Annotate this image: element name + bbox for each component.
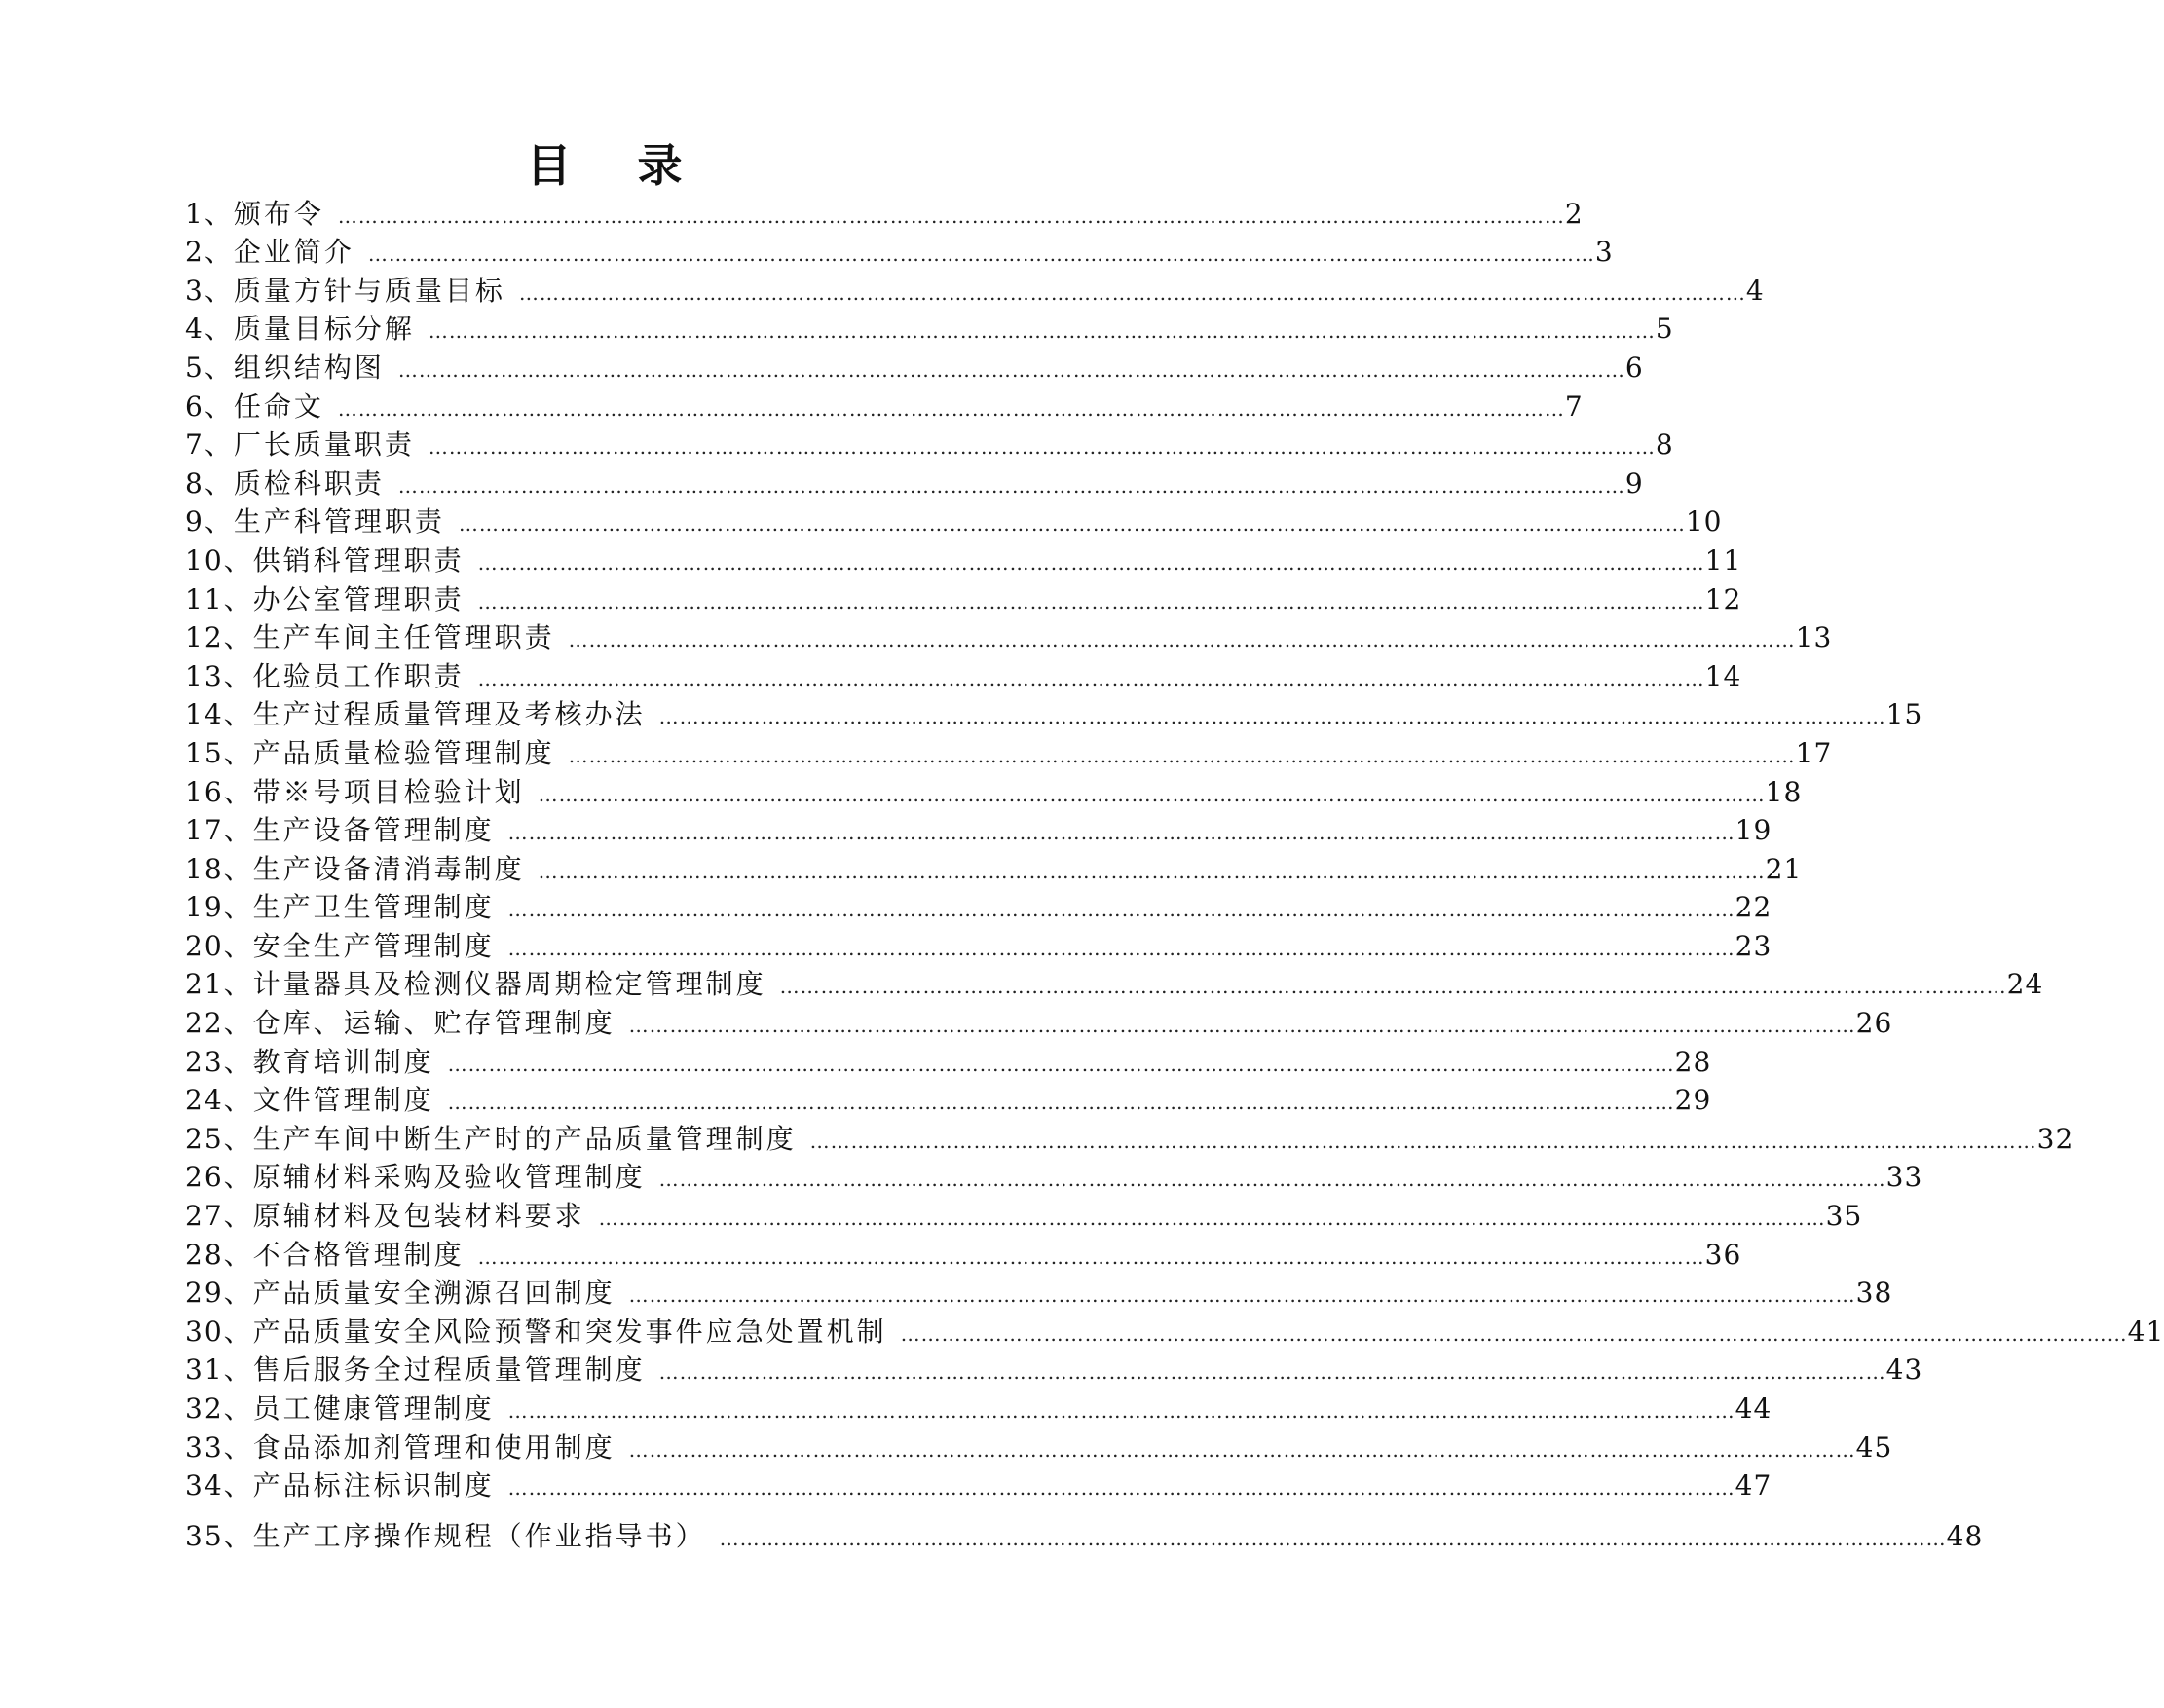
page-title: 目 录: [526, 139, 708, 192]
toc-entry-label: 质检科职责: [233, 466, 385, 500]
toc-entry-number: 4、: [185, 313, 234, 346]
toc-entry-label: 生产车间主任管理职责: [252, 621, 555, 654]
toc-entry-page-number: 5: [1655, 313, 1674, 346]
toc-entry-number: 13、: [185, 659, 253, 692]
toc-entry-number: 20、: [185, 929, 253, 962]
toc-entry-label: 生产过程质量管理及考核办法: [252, 698, 646, 731]
toc-entry[interactable]: [185, 501, 1723, 540]
toc-entry[interactable]: [185, 925, 1772, 964]
toc-entry-page-number: 45: [1855, 1430, 1893, 1464]
toc-dot-leader: ………………………………………………………………………………………………………………………………………………………………: [397, 473, 1625, 498]
toc-dot-leader: ………………………………………………………………………………………………………………………………………………………………: [447, 1091, 1675, 1115]
toc-entry-label: 产品标注标识制度: [252, 1469, 495, 1503]
toc-entry-number: 34、: [185, 1469, 253, 1503]
toc-entry-page-number: 19: [1735, 814, 1772, 847]
toc-entry-number: 5、: [185, 351, 234, 384]
toc-dot-leader: ………………………………………………………………………………………………………………………………………………………………: [719, 1526, 1947, 1550]
toc-entry-label: 原辅材料采购及验收管理制度: [252, 1161, 646, 1194]
toc-list: [185, 193, 2164, 1554]
toc-entry-page-number: 18: [1765, 775, 1803, 808]
toc-entry-number: 3、: [185, 274, 234, 307]
toc-entry-page-number: 22: [1735, 891, 1772, 924]
toc-entry-page-number: 2: [1564, 197, 1584, 230]
toc-entry-page-number: 44: [1735, 1392, 1772, 1425]
toc-entry-number: 14、: [185, 698, 253, 731]
toc-entry-label: 生产科管理职责: [233, 505, 445, 538]
toc-entry-number: 21、: [185, 968, 253, 1001]
toc-entry-label: 仓库、运输、贮存管理制度: [252, 1007, 616, 1040]
toc-entry-number: 22、: [185, 1007, 253, 1040]
toc-entry[interactable]: [185, 309, 1674, 348]
toc-entry-label: 办公室管理职责: [252, 582, 465, 615]
toc-entry-label: 带※号项目检验计划: [252, 775, 525, 808]
toc-entry[interactable]: [185, 771, 1803, 810]
toc-entry-label: 厂长质量职责: [233, 428, 415, 462]
toc-dot-leader: ………………………………………………………………………………………………………………………………………………………………: [367, 242, 1595, 267]
toc-entry[interactable]: [185, 617, 1833, 656]
toc-entry-page-number: 10: [1685, 505, 1723, 538]
toc-entry-page-number: 4: [1745, 274, 1765, 307]
toc-entry[interactable]: [185, 964, 2044, 1003]
toc-entry-page-number: 38: [1855, 1277, 1893, 1310]
toc-entry-page-number: 14: [1704, 659, 1742, 692]
toc-entry-label: 生产设备清消毒制度: [252, 852, 525, 885]
toc-entry[interactable]: [185, 1041, 1712, 1080]
toc-entry-number: 8、: [185, 466, 234, 500]
toc-entry[interactable]: [185, 1515, 1984, 1554]
toc-dot-leader: ………………………………………………………………………………………………………………………………………………………………: [507, 821, 1735, 845]
toc-entry[interactable]: [185, 1080, 1712, 1119]
toc-entry-label: 食品添加剂管理和使用制度: [252, 1430, 616, 1464]
toc-entry[interactable]: [185, 1466, 1772, 1504]
toc-entry-label: 生产设备管理制度: [252, 814, 495, 847]
toc-dot-leader: ………………………………………………………………………………………………………………………………………………………………: [658, 1360, 1886, 1385]
toc-entry-label: 产品质量安全风险预警和突发事件应急处置机制: [252, 1315, 887, 1348]
toc-entry[interactable]: [185, 232, 1614, 271]
toc-entry[interactable]: [185, 810, 1772, 849]
toc-entry[interactable]: [185, 1118, 2074, 1157]
toc-entry[interactable]: [185, 539, 1742, 578]
toc-entry[interactable]: [185, 887, 1772, 926]
toc-dot-leader: ………………………………………………………………………………………………………………………………………………………………: [428, 435, 1656, 460]
toc-dot-leader: ………………………………………………………………………………………………………………………………………………………………: [779, 975, 2007, 999]
toc-entry[interactable]: [185, 1427, 1893, 1466]
toc-entry[interactable]: [185, 655, 1742, 694]
toc-entry-number: 10、: [185, 543, 253, 576]
toc-dot-leader: ………………………………………………………………………………………………………………………………………………………………: [337, 396, 1565, 421]
toc-dot-leader: ………………………………………………………………………………………………………………………………………………………………: [507, 936, 1735, 960]
toc-dot-leader: ………………………………………………………………………………………………………………………………………………………………: [568, 743, 1796, 767]
toc-entry-label: 组织结构图: [233, 351, 385, 384]
toc-entry[interactable]: [185, 347, 1644, 386]
toc-entry[interactable]: [185, 1273, 1893, 1312]
toc-entry-label: 文件管理制度: [252, 1084, 434, 1117]
toc-entry-number: 18、: [185, 852, 253, 885]
toc-entry-number: 19、: [185, 891, 253, 924]
toc-entry[interactable]: [185, 1195, 1863, 1234]
toc-entry-page-number: 12: [1704, 582, 1742, 615]
toc-entry-label: 教育培训制度: [252, 1045, 434, 1078]
toc-dot-leader: ………………………………………………………………………………………………………………………………………………………………: [458, 512, 1686, 537]
toc-entry-number: 26、: [185, 1161, 253, 1194]
toc-entry-page-number: 23: [1735, 929, 1772, 962]
toc-entry-page-number: 47: [1735, 1469, 1772, 1503]
toc-entry[interactable]: [185, 270, 1765, 309]
toc-entry-label: 原辅材料及包装材料要求: [252, 1200, 585, 1233]
toc-entry-page-number: 28: [1674, 1045, 1712, 1078]
toc-entry-page-number: 43: [1885, 1354, 1923, 1387]
toc-entry-label: 质量方针与质量目标: [233, 274, 505, 307]
toc-entry[interactable]: [185, 1157, 1923, 1196]
toc-dot-leader: ………………………………………………………………………………………………………………………………………………………………: [900, 1321, 2128, 1346]
toc-dot-leader: ………………………………………………………………………………………………………………………………………………………………: [518, 280, 1746, 305]
toc-entry-page-number: 9: [1624, 466, 1644, 500]
toc-entry-page-number: 35: [1825, 1200, 1863, 1233]
toc-entry-page-number: 8: [1655, 428, 1674, 462]
toc-entry-label: 企业简介: [233, 236, 354, 269]
toc-entry-page-number: 11: [1704, 543, 1742, 576]
toc-dot-leader: ………………………………………………………………………………………………………………………………………………………………: [628, 1283, 1856, 1308]
toc-dot-leader: ………………………………………………………………………………………………………………………………………………………………: [507, 1399, 1735, 1423]
toc-entry-label: 任命文: [233, 390, 324, 423]
toc-entry-label: 计量器具及检测仪器周期检定管理制度: [252, 968, 766, 1001]
toc-dot-leader: ………………………………………………………………………………………………………………………………………………………………: [809, 1129, 2037, 1153]
toc-entry-page-number: 32: [2036, 1122, 2074, 1155]
toc-entry-label: 不合格管理制度: [252, 1238, 465, 1271]
toc-dot-leader: ………………………………………………………………………………………………………………………………………………………………: [477, 550, 1705, 575]
toc-entry-page-number: 29: [1674, 1084, 1712, 1117]
toc-entry-label: 产品质量安全溯源召回制度: [252, 1277, 616, 1310]
toc-entry[interactable]: [185, 694, 1923, 733]
toc-entry-number: 11、: [185, 582, 253, 615]
toc-dot-leader: ………………………………………………………………………………………………………………………………………………………………: [507, 898, 1735, 922]
toc-entry-number: 25、: [185, 1122, 253, 1155]
toc-entry-label: 员工健康管理制度: [252, 1392, 495, 1425]
toc-dot-leader: ………………………………………………………………………………………………………………………………………………………………: [477, 1244, 1705, 1269]
toc-entry-label: 产品质量检验管理制度: [252, 736, 555, 769]
toc-entry[interactable]: [185, 1234, 1742, 1273]
toc-dot-leader: ………………………………………………………………………………………………………………………………………………………………: [477, 666, 1705, 690]
toc-entry-number: 31、: [185, 1354, 253, 1387]
toc-entry-number: 12、: [185, 621, 253, 654]
toc-dot-leader: ………………………………………………………………………………………………………………………………………………………………: [447, 1052, 1675, 1076]
toc-dot-leader: ………………………………………………………………………………………………………………………………………………………………: [337, 204, 1565, 228]
toc-entry[interactable]: [185, 848, 1803, 887]
toc-entry-number: 35、: [185, 1519, 253, 1552]
toc-entry-label: 化验员工作职责: [252, 659, 465, 692]
toc-entry[interactable]: [185, 1350, 1923, 1389]
toc-dot-leader: ………………………………………………………………………………………………………………………………………………………………: [477, 589, 1705, 613]
toc-entry-page-number: 24: [2006, 968, 2044, 1001]
toc-dot-leader: ………………………………………………………………………………………………………………………………………………………………: [507, 1476, 1735, 1501]
toc-entry-label: 颁布令: [233, 197, 324, 230]
toc-entry-number: 24、: [185, 1084, 253, 1117]
toc-entry-page-number: 7: [1564, 390, 1584, 423]
toc-entry-number: 15、: [185, 736, 253, 769]
toc-entry-label: 安全生产管理制度: [252, 929, 495, 962]
toc-entry-label: 供销科管理职责: [252, 543, 465, 576]
toc-entry-number: 32、: [185, 1392, 253, 1425]
toc-entry[interactable]: [185, 386, 1584, 425]
toc-dot-leader: ………………………………………………………………………………………………………………………………………………………………: [628, 1437, 1856, 1462]
toc-entry-number: 17、: [185, 814, 253, 847]
toc-entry-page-number: 48: [1946, 1519, 1984, 1552]
toc-entry[interactable]: [185, 425, 1674, 464]
toc-entry[interactable]: [185, 1002, 1893, 1041]
toc-entry-page-number: 41: [2127, 1315, 2164, 1348]
toc-entry-label: 生产工序操作规程（作业指导书）: [252, 1519, 706, 1552]
toc-entry-number: 27、: [185, 1200, 253, 1233]
toc-entry-number: 23、: [185, 1045, 253, 1078]
toc-dot-leader: ………………………………………………………………………………………………………………………………………………………………: [658, 1168, 1886, 1192]
toc-dot-leader: ………………………………………………………………………………………………………………………………………………………………: [658, 705, 1886, 729]
toc-entry-number: 6、: [185, 390, 234, 423]
toc-entry-number: 33、: [185, 1430, 253, 1464]
toc-dot-leader: ………………………………………………………………………………………………………………………………………………………………: [598, 1207, 1826, 1231]
toc-entry-page-number: 6: [1624, 351, 1644, 384]
toc-entry-number: 29、: [185, 1277, 253, 1310]
toc-entry-number: 1、: [185, 197, 234, 230]
toc-entry-page-number: 33: [1885, 1161, 1923, 1194]
toc-entry-page-number: 17: [1795, 736, 1833, 769]
toc-entry-label: 生产车间中断生产时的产品质量管理制度: [252, 1122, 797, 1155]
toc-entry-page-number: 26: [1855, 1007, 1893, 1040]
toc-dot-leader: ………………………………………………………………………………………………………………………………………………………………: [428, 319, 1656, 344]
toc-entry[interactable]: [185, 1311, 2164, 1350]
toc-entry-number: 7、: [185, 428, 234, 462]
toc-entry[interactable]: [185, 1388, 1772, 1427]
toc-entry[interactable]: [185, 463, 1644, 501]
toc-dot-leader: ………………………………………………………………………………………………………………………………………………………………: [568, 628, 1796, 652]
toc-entry-number: 30、: [185, 1315, 253, 1348]
toc-dot-leader: ………………………………………………………………………………………………………………………………………………………………: [538, 859, 1766, 883]
toc-entry-number: 9、: [185, 505, 234, 538]
toc-entry-number: 2、: [185, 236, 234, 269]
toc-entry[interactable]: [185, 732, 1833, 771]
toc-entry-page-number: 3: [1594, 236, 1614, 269]
toc-entry-page-number: 13: [1795, 621, 1833, 654]
toc-entry-label: 生产卫生管理制度: [252, 891, 495, 924]
toc-entry-page-number: 15: [1885, 698, 1923, 731]
toc-entry[interactable]: [185, 578, 1742, 617]
toc-entry-page-number: 36: [1704, 1238, 1742, 1271]
toc-dot-leader: ………………………………………………………………………………………………………………………………………………………………: [397, 357, 1625, 382]
toc-entry-number: 16、: [185, 775, 253, 808]
toc-entry-page-number: 21: [1765, 852, 1803, 885]
toc-entry-number: 28、: [185, 1238, 253, 1271]
toc-entry-label: 售后服务全过程质量管理制度: [252, 1354, 646, 1387]
toc-entry[interactable]: [185, 193, 1584, 232]
toc-dot-leader: ………………………………………………………………………………………………………………………………………………………………: [628, 1014, 1856, 1038]
toc-dot-leader: ………………………………………………………………………………………………………………………………………………………………: [538, 782, 1766, 806]
toc-entry-label: 质量目标分解: [233, 313, 415, 346]
